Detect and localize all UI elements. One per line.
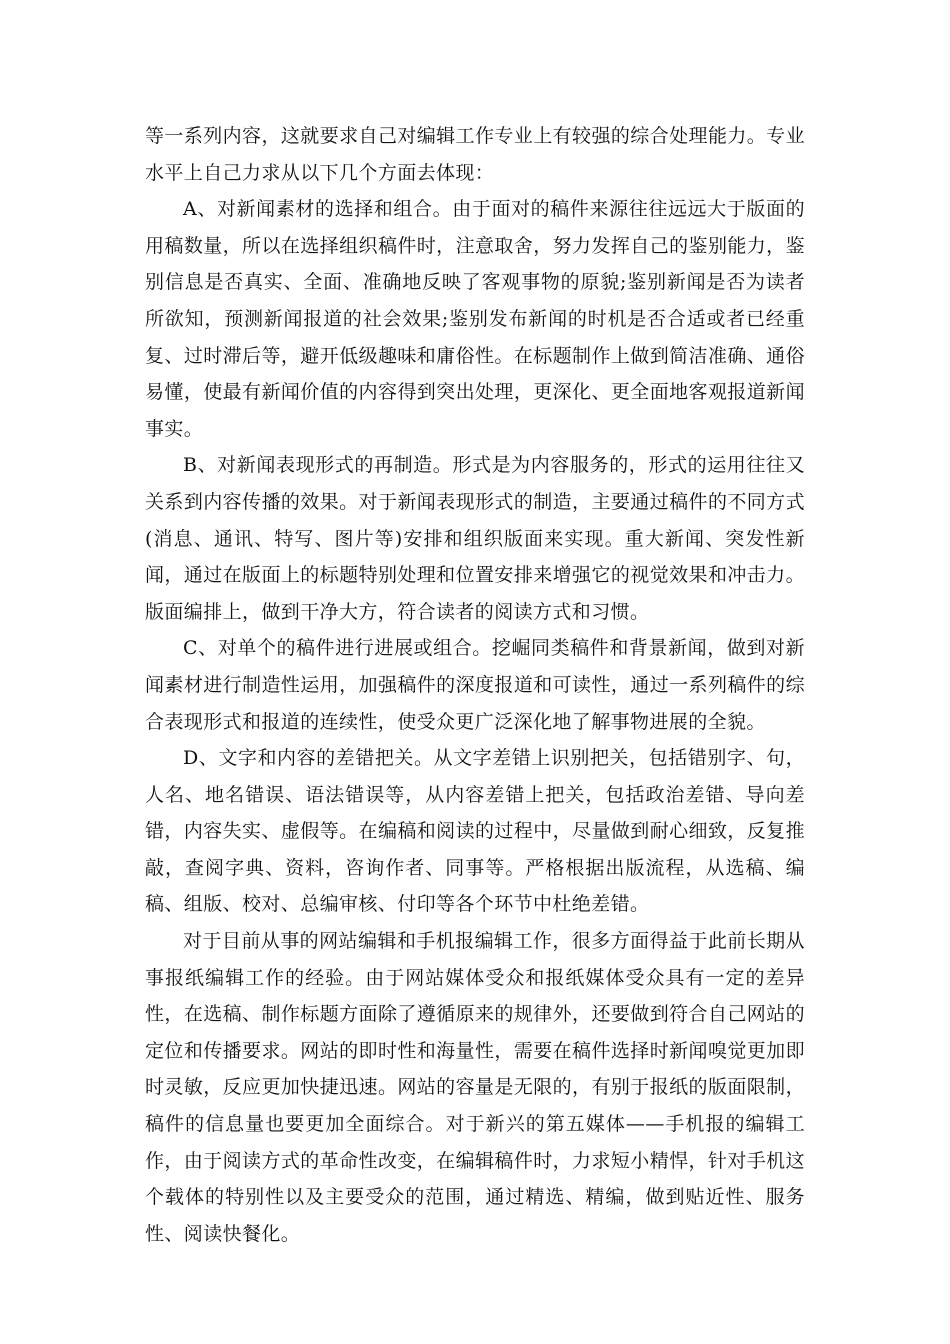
paragraph-intro-continued: 等一系列内容，这就要求自己对编辑工作专业上有较强的综合处理能力。专业水平上自己力求从以下几个方面去体现： <box>145 125 805 184</box>
paragraph-point-b: B、对新闻表现形式的再制造。形式是为内容服务的，形式的运用往往又关系到内容传播的效果。对于新闻表现形式的制造，主要通过稿件的不同方式(消息、通讯、特写、图片等)安排和组织版面来实现。重大新闻、突发性新闻，通过在版面上的标题特别处理和位置安排来增强它的视觉效果和冲击力。版面编排上，做到干净大方，符合读者的阅读方式和习惯。 <box>145 454 805 623</box>
paragraph-point-a: A、对新闻素材的选择和组合。由于面对的稿件来源往往远远大于版面的用稿数量，所以在选择组织稿件时，注意取舍，努力发挥自己的鉴别能力，鉴别信息是否真实、全面、准确地反映了客观事物的原貌;鉴别新闻是否为读者所欲知，预测新闻报道的社会效果;鉴别发布新闻的时机是否合适或者已经重复、过时滞后等，避开低级趣味和庸俗性。在标题制作上做到简洁准确、通俗易懂，使最有新闻价值的内容得到突出处理，更深化、更全面地客观报道新闻事实。 <box>145 198 805 440</box>
paragraph-point-c: C、对单个的稿件进行进展或组合。挖崛同类稿件和背景新闻，做到对新闻素材进行制造性运用，加强稿件的深度报道和可读性，通过一系列稿件的综合表现形式和报道的连续性，使受众更广泛深化地了解事物进展的全貌。 <box>145 637 805 733</box>
document-body <box>145 118 805 1252</box>
paragraph-web-mobile: 对于目前从事的网站编辑和手机报编辑工作，很多方面得益于此前长期从事报纸编辑工作的经验。由于网站媒体受众和报纸媒体受众具有一定的差异性，在选稿、制作标题方面除了遵循原来的规律外，还要做到符合自己网站的定位和传播要求。网站的即时性和海量性，需要在稿件选择时新闻嗅觉更加即时灵敏，反应更加快捷迅速。网站的容量是无限的，有别于报纸的版面限制，稿件的信息量也要更加全面综合。对于新兴的第五媒体——手机报的编辑工作，由于阅读方式的革命性改变，在编辑稿件时，力求短小精悍，针对手机这个载体的特别性以及主要受众的范围，通过精选、精编，做到贴近性、服务性、阅读快餐化。 <box>145 930 805 1245</box>
paragraph-point-d: D、文字和内容的差错把关。从文字差错上识别把关，包括错别字、句，人名、地名错误、语法错误等，从内容差错上把关，包括政治差错、导向差错，内容失实、虚假等。在编稿和阅读的过程中，尽量做到耐心细致，反复推敲，查阅字典、资料，咨询作者、同事等。严格根据出版流程，从选稿、编稿、组版、校对、总编审核、付印等各个环节中杜绝差错。 <box>145 747 805 916</box>
